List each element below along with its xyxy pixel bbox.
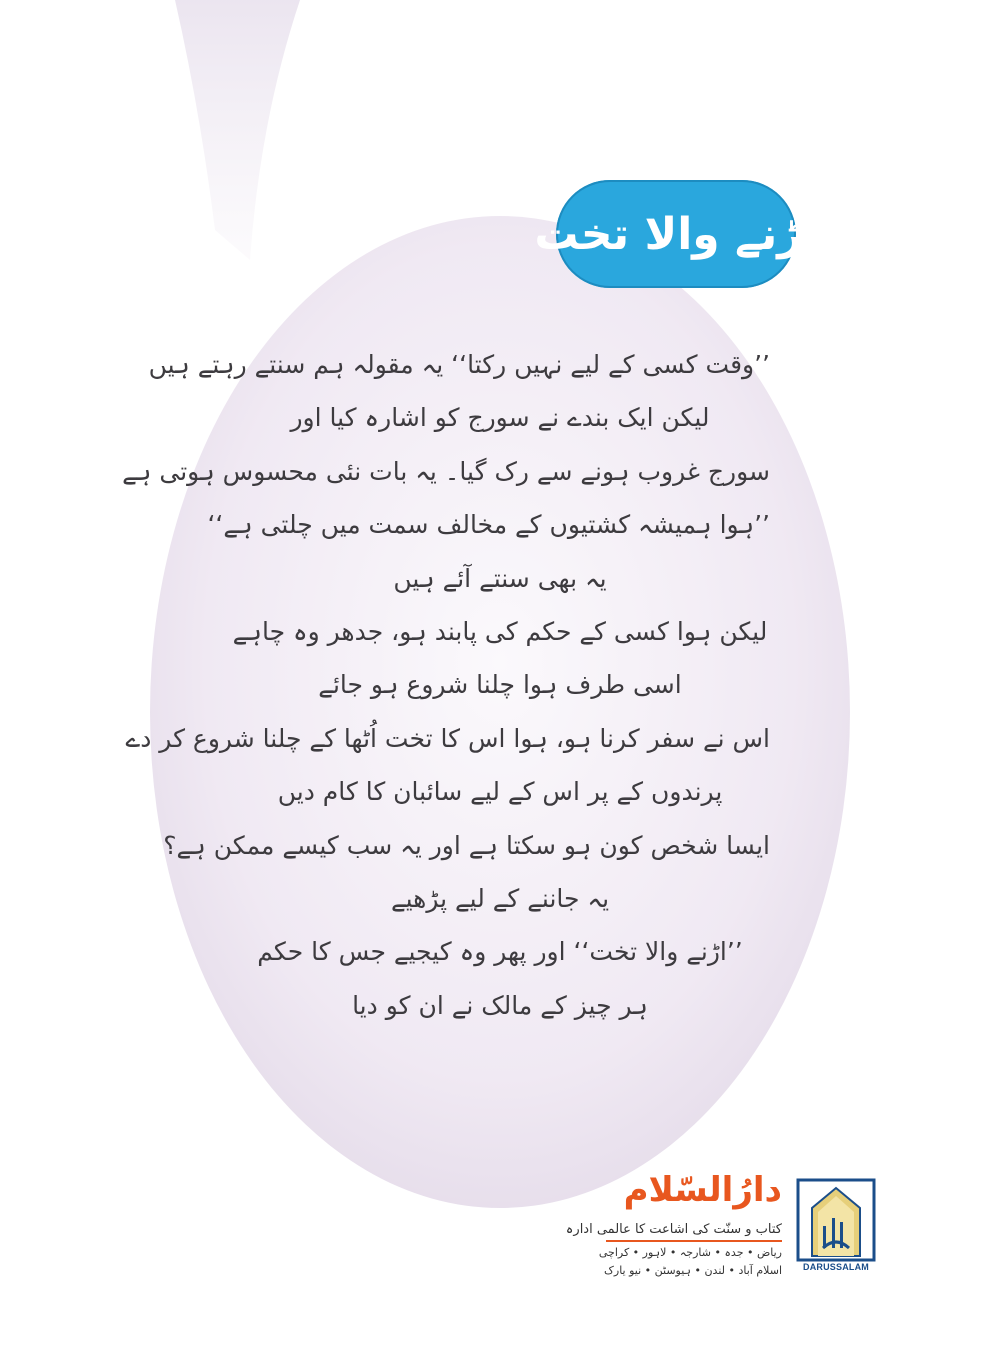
poem-line: پرندوں کے پر اس کے لیے سائبان کا کام دیں — [277, 777, 723, 807]
poem-line: اس نے سفر کرنا ہو، ہوا اس کا تخت اُٹھا کے چلنا شروع کر دے — [125, 723, 770, 753]
page-title: اُڑنے والا تخت — [534, 208, 818, 260]
publisher-name: دارُالسّلام — [623, 1170, 782, 1210]
poem-line: ’’ہوا ہمیشہ کشتیوں کے مخالف سمت میں چلتی ہے‘‘ — [207, 510, 770, 540]
poem-line: سورج غروب ہونے سے رک گیا۔ یہ بات نئی محسوس ہوتی ہے — [122, 456, 770, 486]
poem-line: یہ بھی سنتے آئے ہیں — [393, 563, 607, 593]
poem-line: ایسا شخص کون ہو سکتا ہے اور یہ سب کیسے ممکن ہے؟ — [163, 830, 770, 860]
darussalam-emblem-icon — [796, 1178, 876, 1262]
poem-line: ’’اڑنے والا تخت‘‘ اور پھر وہ کیجیے جس کا حکم — [257, 937, 743, 967]
poem-text — [122, 338, 770, 1032]
publisher-block — [560, 1170, 790, 1280]
poem-line: ’’وقت کسی کے لیے نہیں رکتا‘‘ یہ مقولہ ہم سنتے رہتے ہیں — [148, 350, 770, 379]
background-streak — [175, 0, 300, 260]
poem-line: یہ جاننے کے لیے پڑھیے — [390, 883, 610, 913]
publisher-tagline: کتاب و سنّت کی اشاعت کا عالمی ادارہ — [565, 1222, 782, 1237]
poem-line: ہر چیز کے مالک نے ان کو دیا — [352, 990, 648, 1020]
title-banner — [534, 180, 818, 288]
poem-line: اسی طرف ہوا چلنا شروع ہو جائے — [318, 670, 682, 700]
publisher-cities-line-2: اسلام آباد • لندن • ہیوسٹن • نیو یارک — [604, 1264, 782, 1277]
publisher-logo — [796, 1178, 876, 1278]
poem-line: لیکن ایک بندے نے سورج کو اشارہ کیا اور — [290, 403, 710, 433]
publisher-cities-line-1: ریاض • جدہ • شارجہ • لاہور • کراچی — [598, 1246, 782, 1259]
poem-line: لیکن ہوا کسی کے حکم کی پابند ہو، جدھر وہ چاہے — [232, 616, 768, 646]
logo-wordmark: DARUSSALAM — [803, 1262, 869, 1272]
publisher-divider — [606, 1240, 782, 1242]
